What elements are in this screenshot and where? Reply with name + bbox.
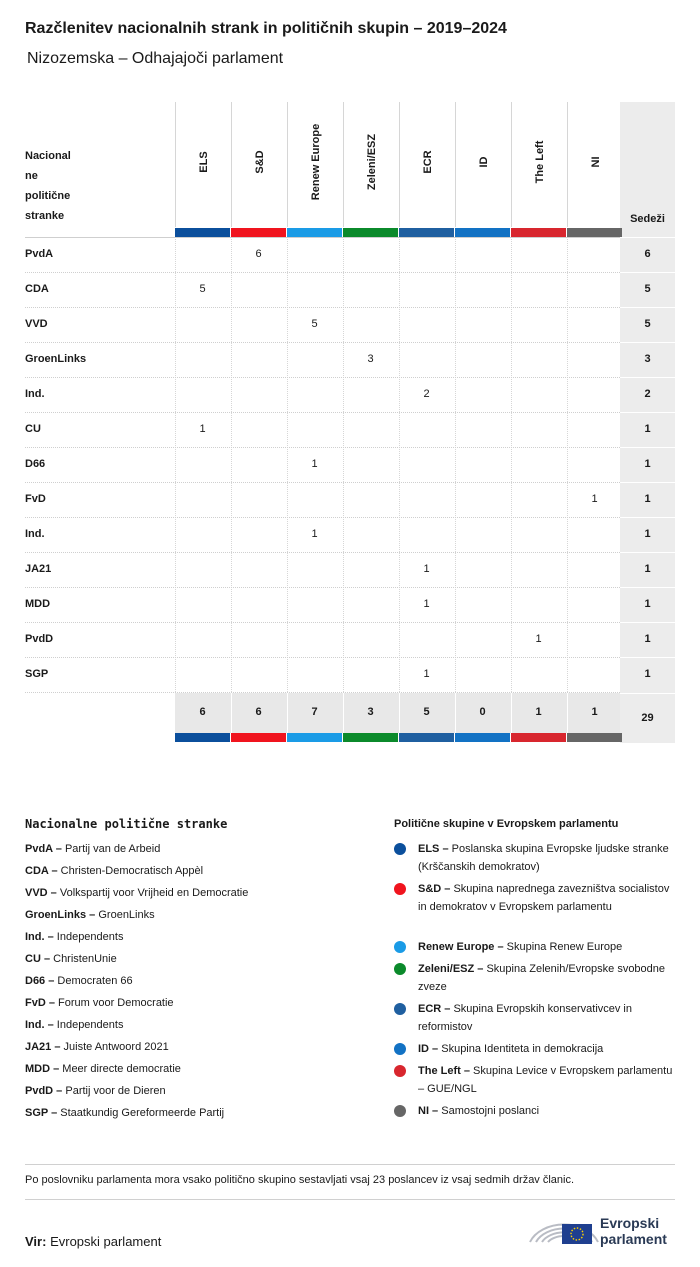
page-subtitle: Nizozemska – Odhajajoči parlament (27, 50, 284, 67)
group-legend-item: ECR – Skupina Evropskih konservativcev in reformistov (418, 1003, 632, 1033)
group-color-bar (343, 228, 398, 237)
group-header-label: ELS (197, 151, 210, 173)
party-legend-item: CDA – Christen-Democratisch Appèl (25, 865, 204, 877)
totals-divider (511, 693, 512, 733)
row-divider (25, 482, 620, 483)
column-divider (343, 237, 344, 692)
group-color-dot (394, 1043, 406, 1055)
party-legend-item: JA21 – Juiste Antwoord 2021 (25, 1041, 169, 1053)
group-legend-item: Zeleni/ESZ – Skupina Zelenih/Evropske svobodne zveze (418, 963, 666, 993)
seats-row-divider (620, 272, 675, 273)
ep-logo-text: Evropski parlament (600, 1215, 667, 1247)
row-divider (25, 377, 620, 378)
group-color-dot (394, 843, 406, 855)
group-legend-item: Renew Europe – Skupina Renew Europe (418, 941, 623, 953)
party-name: GroenLinks (25, 353, 87, 365)
group-total: 6 (255, 706, 262, 718)
row-divider (25, 447, 620, 448)
group-legend-item: ID – Skupina Identiteta in demokracija (418, 1043, 604, 1055)
divider (25, 1199, 675, 1200)
party-total-seats: 1 (644, 528, 651, 540)
group-header-label: Renew Europe (309, 123, 322, 201)
party-column-header: Nacional ne politične stranke (25, 150, 71, 222)
party-name: PvdA (25, 248, 54, 260)
seat-count-cell: 1 (535, 633, 542, 645)
party-name: JA21 (25, 563, 52, 575)
totals-divider (287, 693, 288, 733)
seats-row-divider (620, 447, 675, 448)
party-legend-item: CU – ChristenUnie (25, 953, 117, 965)
party-name: Ind. (25, 528, 45, 540)
group-total: 7 (311, 706, 318, 718)
group-color-dot (394, 883, 406, 895)
group-color-bar (175, 733, 230, 742)
row-divider (25, 272, 620, 273)
seat-count-cell: 6 (255, 248, 262, 260)
group-color-dot (394, 1105, 406, 1117)
seats-row-divider (620, 412, 675, 413)
column-divider (567, 237, 568, 692)
party-name: FvD (25, 493, 46, 505)
row-divider (25, 307, 620, 308)
group-color-bar (455, 228, 510, 237)
group-total: 1 (535, 706, 542, 718)
seats-row-divider (620, 657, 675, 658)
group-legend-item: S&D – Skupina naprednega zavezništva socialistov in demokratov v Evropskem parlamentu (418, 883, 670, 913)
group-color-dot (394, 1065, 406, 1077)
group-header-label: ECR (421, 150, 434, 174)
footnote: Po poslovniku parlamenta mora vsako politično skupino sestavljati vsaj 23 poslancev iz vsaj sedmih držav članic. (25, 1174, 575, 1186)
party-legend-item: PvdD – Partij voor de Dieren (25, 1085, 166, 1097)
party-total-seats: 1 (644, 563, 651, 575)
source-line: Vir: Evropski parlament (25, 1234, 162, 1249)
group-header (343, 102, 399, 227)
row-divider (25, 552, 620, 553)
party-name: MDD (25, 598, 51, 610)
group-header-label: S&D (253, 150, 266, 174)
totals-divider (455, 693, 456, 733)
group-color-bar (567, 733, 622, 742)
seats-row-divider (620, 587, 675, 588)
group-header-label: Zeleni/ESZ (365, 133, 378, 191)
divider (25, 1164, 675, 1165)
seats-row-divider (620, 377, 675, 378)
party-total-seats: 6 (644, 248, 651, 260)
party-name: PvdD (25, 633, 54, 645)
party-name: D66 (25, 458, 46, 470)
seat-count-cell: 1 (423, 563, 430, 575)
column-divider (175, 237, 176, 692)
party-total-seats: 1 (644, 668, 651, 680)
party-total-seats: 3 (644, 353, 651, 365)
party-legend-item: GroenLinks – GroenLinks (25, 909, 155, 921)
group-total: 0 (479, 706, 486, 718)
group-color-bar (175, 228, 230, 237)
seats-header: Sedeži (630, 213, 665, 225)
column-divider (231, 237, 232, 692)
totals-divider (567, 693, 568, 733)
totals-divider (399, 693, 400, 733)
group-header-label: ID (477, 156, 490, 168)
seats-row-divider (620, 342, 675, 343)
row-divider (25, 342, 620, 343)
party-total-seats: 1 (644, 633, 651, 645)
party-legend-item: FvD – Forum voor Democratie (25, 997, 174, 1009)
party-legend-item: SGP – Staatkundig Gereformeerde Partij (25, 1107, 225, 1119)
seat-count-cell: 5 (199, 283, 206, 295)
party-name: SGP (25, 668, 49, 680)
row-divider (25, 237, 620, 238)
party-legend-item: Ind. – Independents (25, 1019, 124, 1031)
seats-row-divider (620, 237, 675, 238)
group-color-dot (394, 1003, 406, 1015)
party-legend-item: PvdA – Partij van de Arbeid (25, 843, 161, 855)
seat-count-cell: 1 (199, 423, 206, 435)
group-color-bar (399, 228, 454, 237)
group-legend-heading: Politične skupine v Evropskem parlamentu (394, 818, 619, 830)
seat-count-cell: 1 (591, 493, 598, 505)
group-header-label: The Left (533, 140, 546, 184)
party-name: VVD (25, 318, 48, 330)
party-name: CU (25, 423, 41, 435)
party-total-seats: 1 (644, 423, 651, 435)
column-divider (455, 237, 456, 692)
group-header (175, 102, 231, 227)
group-header (511, 102, 567, 227)
group-color-bar (399, 733, 454, 742)
group-header (231, 102, 287, 227)
seat-count-cell: 3 (367, 353, 374, 365)
group-color-bar (287, 228, 342, 237)
party-total-seats: 1 (644, 598, 651, 610)
party-total-seats: 1 (644, 493, 651, 505)
seat-count-cell: 1 (311, 528, 318, 540)
totals-divider (343, 693, 344, 733)
group-color-bar (511, 228, 566, 237)
seats-row-divider (620, 622, 675, 623)
party-legend-item: MDD – Meer directe democratie (25, 1063, 181, 1075)
group-total: 5 (423, 706, 430, 718)
seats-row-divider (620, 517, 675, 518)
row-divider (25, 587, 620, 588)
seat-count-cell: 1 (311, 458, 318, 470)
totals-divider (231, 693, 232, 733)
row-divider (25, 622, 620, 623)
party-legend-item: Ind. – Independents (25, 931, 124, 943)
grand-total: 29 (641, 712, 654, 724)
seats-row-divider (620, 693, 675, 694)
group-color-bar (231, 228, 286, 237)
seat-count-cell: 5 (311, 318, 318, 330)
party-total-seats: 1 (644, 458, 651, 470)
column-divider (511, 237, 512, 692)
seat-count-cell: 1 (423, 668, 430, 680)
party-legend-heading: Nacionalne politične stranke (25, 817, 228, 831)
party-legend-item: D66 – Democraten 66 (25, 975, 133, 987)
group-legend-item: The Left – Skupina Levice v Evropskem parlamentu – GUE/NGL (418, 1065, 673, 1095)
seats-row-divider (620, 482, 675, 483)
seat-count-cell: 2 (423, 388, 430, 400)
seat-count-cell: 1 (423, 598, 430, 610)
group-header (287, 102, 343, 227)
row-divider (25, 412, 620, 413)
row-divider (25, 517, 620, 518)
group-color-bar (567, 228, 622, 237)
group-color-bar (511, 733, 566, 742)
group-color-bar (287, 733, 342, 742)
group-color-dot (394, 963, 406, 975)
group-color-dot (394, 941, 406, 953)
group-header (399, 102, 455, 227)
group-color-bar (343, 733, 398, 742)
group-color-bar (455, 733, 510, 742)
row-divider (25, 657, 620, 658)
group-legend-item: NI – Samostojni poslanci (418, 1105, 540, 1117)
party-name: Ind. (25, 388, 45, 400)
page-title: Razčlenitev nacionalnih strank in političnih skupin – 2019–2024 (25, 20, 507, 37)
group-legend-item: ELS – Poslanska skupina Evropske ljudske stranke (Krščanskih demokratov) (418, 843, 669, 873)
party-total-seats: 2 (644, 388, 651, 400)
group-total: 3 (367, 706, 374, 718)
party-total-seats: 5 (644, 318, 651, 330)
group-total: 1 (591, 706, 598, 718)
group-header (455, 102, 511, 227)
party-total-seats: 5 (644, 283, 651, 295)
seats-row-divider (620, 552, 675, 553)
party-legend-item: VVD – Volkspartij voor Vrijheid en Democratie (25, 887, 249, 899)
group-header-label: NI (589, 156, 602, 168)
seats-row-divider (620, 307, 675, 308)
group-header (567, 102, 623, 227)
group-color-bar (231, 733, 286, 742)
column-divider (399, 237, 400, 692)
group-total: 6 (199, 706, 206, 718)
party-name: CDA (25, 283, 49, 295)
